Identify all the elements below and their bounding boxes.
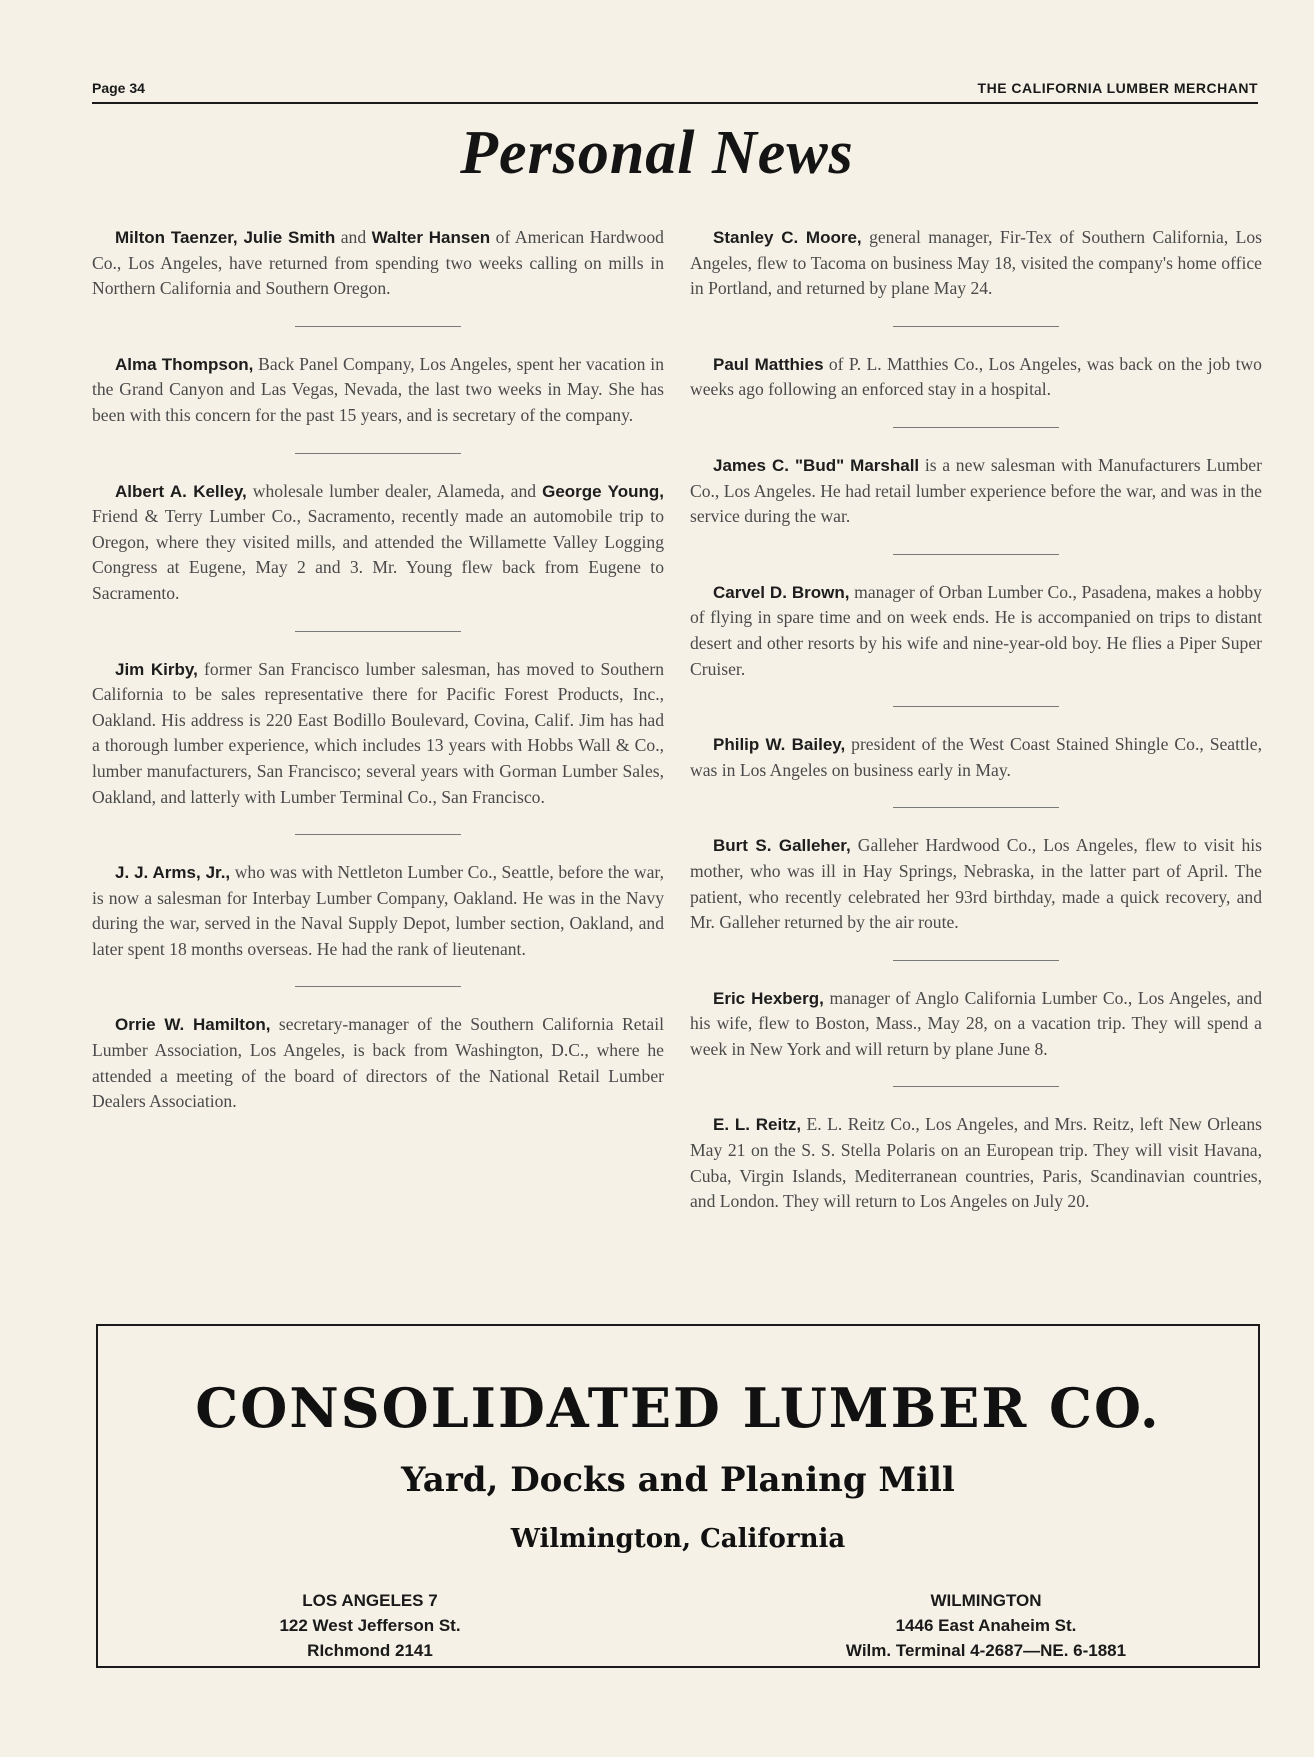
person-name: Paul Matthies <box>713 354 824 374</box>
news-item: Burt S. Galleher, Galleher Hardwood Co., Los Angeles, flew to visit his mother, who was ill in Hay Springs, Nebraska, in the latter part of April. The patient, who recently celebrated her 93rd birthday, made a quick recovery, and Mr. Galleher returned by the air route. <box>690 835 1262 933</box>
item-separator <box>893 427 1059 428</box>
left-column <box>92 225 664 1115</box>
person-name: Burt S. Galleher, <box>713 836 851 856</box>
office-city: LOS ANGELES 7 <box>302 1591 438 1610</box>
item-separator <box>295 453 461 454</box>
ad-company-name: CONSOLIDATED LUMBER CO. <box>195 1376 1161 1440</box>
person-name: E. L. Reitz, <box>713 1115 802 1135</box>
news-item: Philip W. Bailey, president of the West Coast Stained Shingle Co., Seattle, was in Los Angeles on business early in May. <box>690 734 1262 780</box>
news-item: James C. "Bud" Marshall is a new salesman with Manufacturers Lumber Co., Los Angeles. He had retail lumber experience before the war, and was in the service during the war. <box>690 454 1262 527</box>
header-rule <box>92 102 1258 104</box>
publication-title: THE CALIFORNIA LUMBER MERCHANT <box>977 80 1258 96</box>
person-name: Alma Thompson, <box>115 354 254 374</box>
ad-tagline: Yard, Docks and Planing Mill <box>401 1460 955 1500</box>
person-name: Stanley C. Moore, <box>713 228 862 247</box>
item-separator <box>893 706 1059 707</box>
person-name: Carvel D. Brown, <box>713 582 850 602</box>
person-name: James C. "Bud" Marshall <box>713 455 920 475</box>
office-phone: RIchmond 2141 <box>307 1641 433 1660</box>
news-item: Albert A. Kelley, wholesale lumber dealer, Alameda, and George Young, Friend & Terry Lumber Co., Sacramento, recently made an automobile trip to Oregon, where they visited mills, and attended the Willamette Valley Logging Congress at Eugene, May 2 and 3. Mr. Young flew back from Eugene to Sacramento. <box>92 480 664 603</box>
person-name: J. J. Arms, Jr., <box>115 863 231 883</box>
news-item: Stanley C. Moore, general manager, Fir-Tex of Southern California, Los Angeles, flew to Tacoma on business May 18, visited the company's home office in Portland, and returned by plane May 24. <box>690 227 1263 299</box>
advertisement-box <box>96 1324 1260 1668</box>
news-item: Paul Matthies of P. L. Matthies Co., Los Angeles, was back on the job two weeks ago following an enforced stay in a hospital. <box>690 353 1262 400</box>
office-street: 122 West Jefferson St. <box>279 1616 461 1635</box>
page-number: Page 34 <box>92 80 145 96</box>
news-item: Orrie W. Hamilton, secretary-manager of the Southern California Retail Lumber Association, Los Angeles, is back from Washington, D.C., where he attended a meeting of the board of directors of the National Retail Lumber Dealers Association. <box>92 1014 664 1112</box>
office-city: WILMINGTON <box>930 1591 1042 1610</box>
item-separator <box>893 807 1059 808</box>
right-column <box>690 225 1262 1215</box>
item-separator <box>295 631 461 632</box>
item-separator <box>893 960 1059 961</box>
person-name: Albert A. Kelley, <box>115 481 247 501</box>
item-separator <box>295 986 461 987</box>
office-phone: Wilm. Terminal 4-2687—NE. 6-1881 <box>845 1641 1127 1660</box>
wilmington-office <box>826 1588 1146 1663</box>
item-separator <box>295 326 461 327</box>
person-name: Walter Hansen <box>371 228 491 247</box>
news-item: Milton Taenzer, Julie Smith and Walter Hansen of American Hardwood Co., Los Angeles, have returned from spending two weeks calling on mills in Northern California and Southern Oregon. <box>92 227 664 299</box>
news-item: Jim Kirby, former San Francisco lumber salesman, has moved to Southern California to be sales representative there for Pacific Forest Products, Inc., Oakland. His address is 220 East Bodillo Boulevard, Covina, Calif. Jim has had a thorough lumber experience, which includes 13 years with Hobbs Wall & Co., lumber manufacturers, San Francisco; several years with Gorman Lumber Sales, Oakland, and latterly with Lumber Terminal Co., San Francisco. <box>92 658 664 807</box>
item-separator <box>893 326 1059 327</box>
news-item: Eric Hexberg, manager of Anglo California Lumber Co., Los Angeles, and his wife, flew to Boston, Mass., May 28, on a vacation trip. They will spend a week in New York and will return by plane June 8. <box>690 987 1262 1059</box>
office-street: 1446 East Anaheim St. <box>895 1616 1077 1635</box>
person-name: Orrie W. Hamilton, <box>115 1015 271 1035</box>
item-separator <box>893 1086 1059 1087</box>
news-item: E. L. Reitz, E. L. Reitz Co., Los Angeles, and Mrs. Reitz, left New Orleans May 21 on the S. S. Stella Polaris on an European trip. They will visit Havana, Cuba, Virgin Islands, Mediterranean countries, Paris, Scandinavian countries, and London. They will return to Los Angeles on July 20. <box>690 1114 1262 1212</box>
los-angeles-office <box>210 1588 530 1663</box>
person-name: Philip W. Bailey, <box>713 735 846 755</box>
news-item: J. J. Arms, Jr., who was with Nettleton Lumber Co., Seattle, before the war, is now a salesman for Interbay Lumber Company, Oakland. He was in the Navy during the war, served in the Naval Supply Depot, lumber section, Oakland, and later spent 18 months overseas. He had the rank of lieutenant. <box>92 862 664 959</box>
person-name: Milton Taenzer, Julie Smith <box>115 228 336 247</box>
person-name: George Young, <box>542 481 664 501</box>
item-separator <box>295 834 461 835</box>
news-item: Alma Thompson, Back Panel Company, Los Angeles, spent her vacation in the Grand Canyon and Las Vegas, Nevada, the last two weeks in May. She has been with this concern for the past 15 years, and is secretary of the company. <box>92 353 664 425</box>
person-name: Jim Kirby, <box>115 659 198 679</box>
person-name: Eric Hexberg, <box>713 988 824 1008</box>
item-separator <box>893 554 1059 555</box>
ad-location: Wilmington, California <box>510 1524 846 1554</box>
news-item: Carvel D. Brown, manager of Orban Lumber Co., Pasadena, makes a hobby of flying in spare time and on week ends. He is accompanied on trips to distant desert and other resorts by his wife and nine-year-old boy. He flies a Piper Super Cruiser. <box>690 581 1262 679</box>
page-header <box>92 78 1258 102</box>
section-title: Personal News <box>460 119 854 187</box>
